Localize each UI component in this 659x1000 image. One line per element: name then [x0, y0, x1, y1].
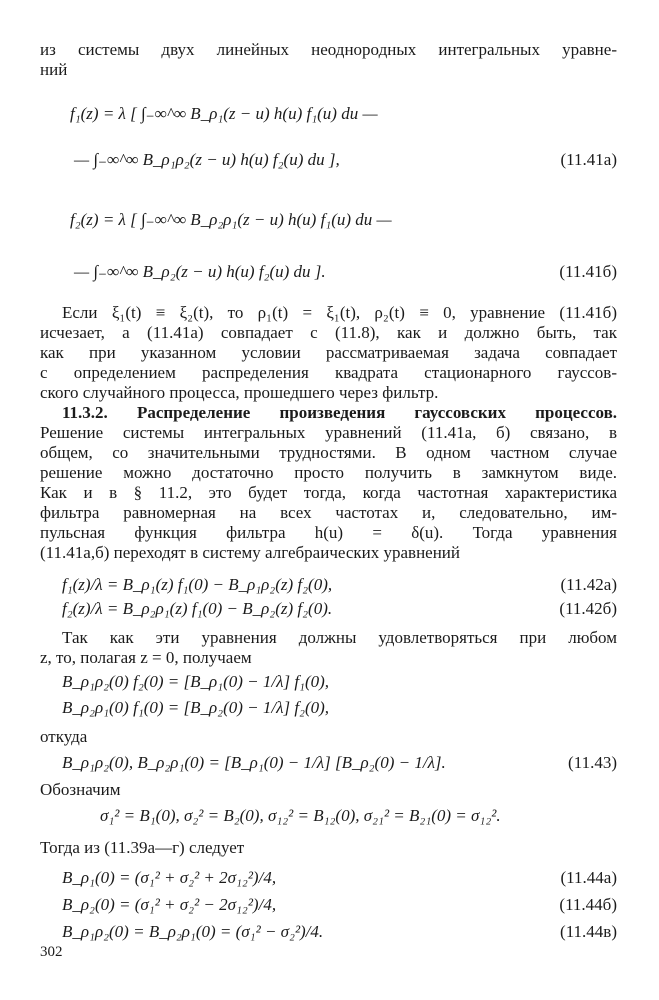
equation-11-41a-line-1: f₁(z) = λ [ ∫₋∞^∞ B_ρ₁(z − u) h(u) f₁(u) du — [70, 104, 378, 123]
paragraph-1-line-3: как при указанном условии рассматриваемая задача совпадает [40, 343, 617, 362]
equation-sigma-definitions: σ₁² = B₁(0), σ₂² = B₂(0), σ₁₂² = B₁₂(0), σ₂₁² = B₂₁(0) = σ₁₂². [100, 806, 501, 825]
paragraph-1-line-5: ского случайного процесса, прошедшего через фильтр. [40, 383, 439, 402]
paragraph-1-line-2: исчезает, а (11.41а) совпадает с (11.8), как и должно быть, так [40, 323, 617, 342]
equation-number-11-41b: (11.41б) [559, 262, 617, 281]
paragraph-1-line-1: Если ξ₁(t) ≡ ξ₂(t), то ρ₁(t) = ξ₁(t), ρ₂(t) ≡ 0, уравнение (11.41б) [62, 303, 617, 322]
paragraph-3-line-1: Так как эти уравнения должны удовлетворяться при любом [62, 628, 617, 647]
paragraph-2-line-3: решение можно достаточно просто получить в замкнутом виде. [40, 463, 617, 482]
equation-11-44c: B_ρ₁ρ₂(0) = B_ρ₂ρ₁(0) = (σ₁² − σ₂²)/4. [62, 922, 324, 941]
paragraph-2-line-2: общем, со значительными трудностями. В одном частном случае [40, 443, 617, 462]
equation-number-11-42b: (11.42б) [559, 599, 617, 618]
word-otkuda: откуда [40, 727, 88, 746]
equation-substituted-2: B_ρ₂ρ₁(0) f₁(0) = [B_ρ₂(0) − 1/λ] f₂(0), [62, 698, 330, 717]
equation-number-11-43: (11.43) [568, 753, 617, 772]
equation-number-11-44c: (11.44в) [560, 922, 617, 941]
paragraph-2-line-5: фильтра равномерная на всех частотах и, следовательно, им- [40, 503, 617, 522]
equation-11-44b: B_ρ₂(0) = (σ₁² + σ₂² − 2σ₁₂²)/4, [62, 895, 277, 914]
paragraph-3-line-2: z, то, полагая z = 0, получаем [40, 648, 252, 667]
equation-11-41b-line-2: — ∫₋∞^∞ B_ρ₂(z − u) h(u) f₂(u) du ]. [74, 262, 326, 281]
paragraph-2-line-6: пульсная функция фильтра h(u) = δ(u). Тогда уравнения [40, 523, 617, 542]
intro-line-1: из системы двух линейных неоднородных интегральных уравне- [40, 40, 617, 59]
equation-11-42b: f₂(z)/λ = B_ρ₂ρ₁(z) f₁(0) − B_ρ₂(z) f₂(0). [62, 599, 333, 618]
page-number: 302 [40, 944, 63, 960]
word-oboznachim: Обозначим [40, 780, 121, 799]
paragraph-2-line-7: (11.41а,б) переходят в систему алгебраических уравнений [40, 543, 461, 562]
equation-11-41b-line-1: f₂(z) = λ [ ∫₋∞^∞ B_ρ₂ρ₁(z − u) h(u) f₁(u) du — [70, 210, 392, 229]
equation-number-11-41a: (11.41а) [560, 150, 617, 169]
equation-11-44a: B_ρ₁(0) = (σ₁² + σ₂² + 2σ₁₂²)/4, [62, 868, 277, 887]
paragraph-2-line-4: Как и в § 11.2, это будет тогда, когда частотная характеристика [40, 483, 617, 502]
sentence-togda: Тогда из (11.39а—г) следует [40, 838, 245, 857]
equation-11-41a-line-2: — ∫₋∞^∞ B_ρ₁ρ₂(z − u) h(u) f₂(u) du ], [74, 150, 340, 169]
equation-11-43: B_ρ₁ρ₂(0), B_ρ₂ρ₁(0) = [B_ρ₁(0) − 1/λ] [B_ρ₂(0) − 1/λ]. [62, 753, 446, 772]
intro-line-2: ний [40, 60, 68, 79]
equation-11-42a: f₁(z)/λ = B_ρ₁(z) f₁(0) − B_ρ₁ρ₂(z) f₂(0), [62, 575, 333, 594]
equation-number-11-44a: (11.44а) [560, 868, 617, 887]
paragraph-2-line-1: Решение системы интегральных уравнений (11.41а, б) связано, в [40, 423, 617, 442]
paragraph-1-line-4: с определением распределения квадрата стационарного гауссов- [40, 363, 617, 382]
equation-substituted-1: B_ρ₁ρ₂(0) f₂(0) = [B_ρ₁(0) − 1/λ] f₁(0), [62, 672, 330, 691]
section-heading: 11.3.2. Распределение произведения гауссовских процессов. [62, 403, 617, 422]
equation-number-11-44b: (11.44б) [559, 895, 617, 914]
equation-number-11-42a: (11.42а) [560, 575, 617, 594]
